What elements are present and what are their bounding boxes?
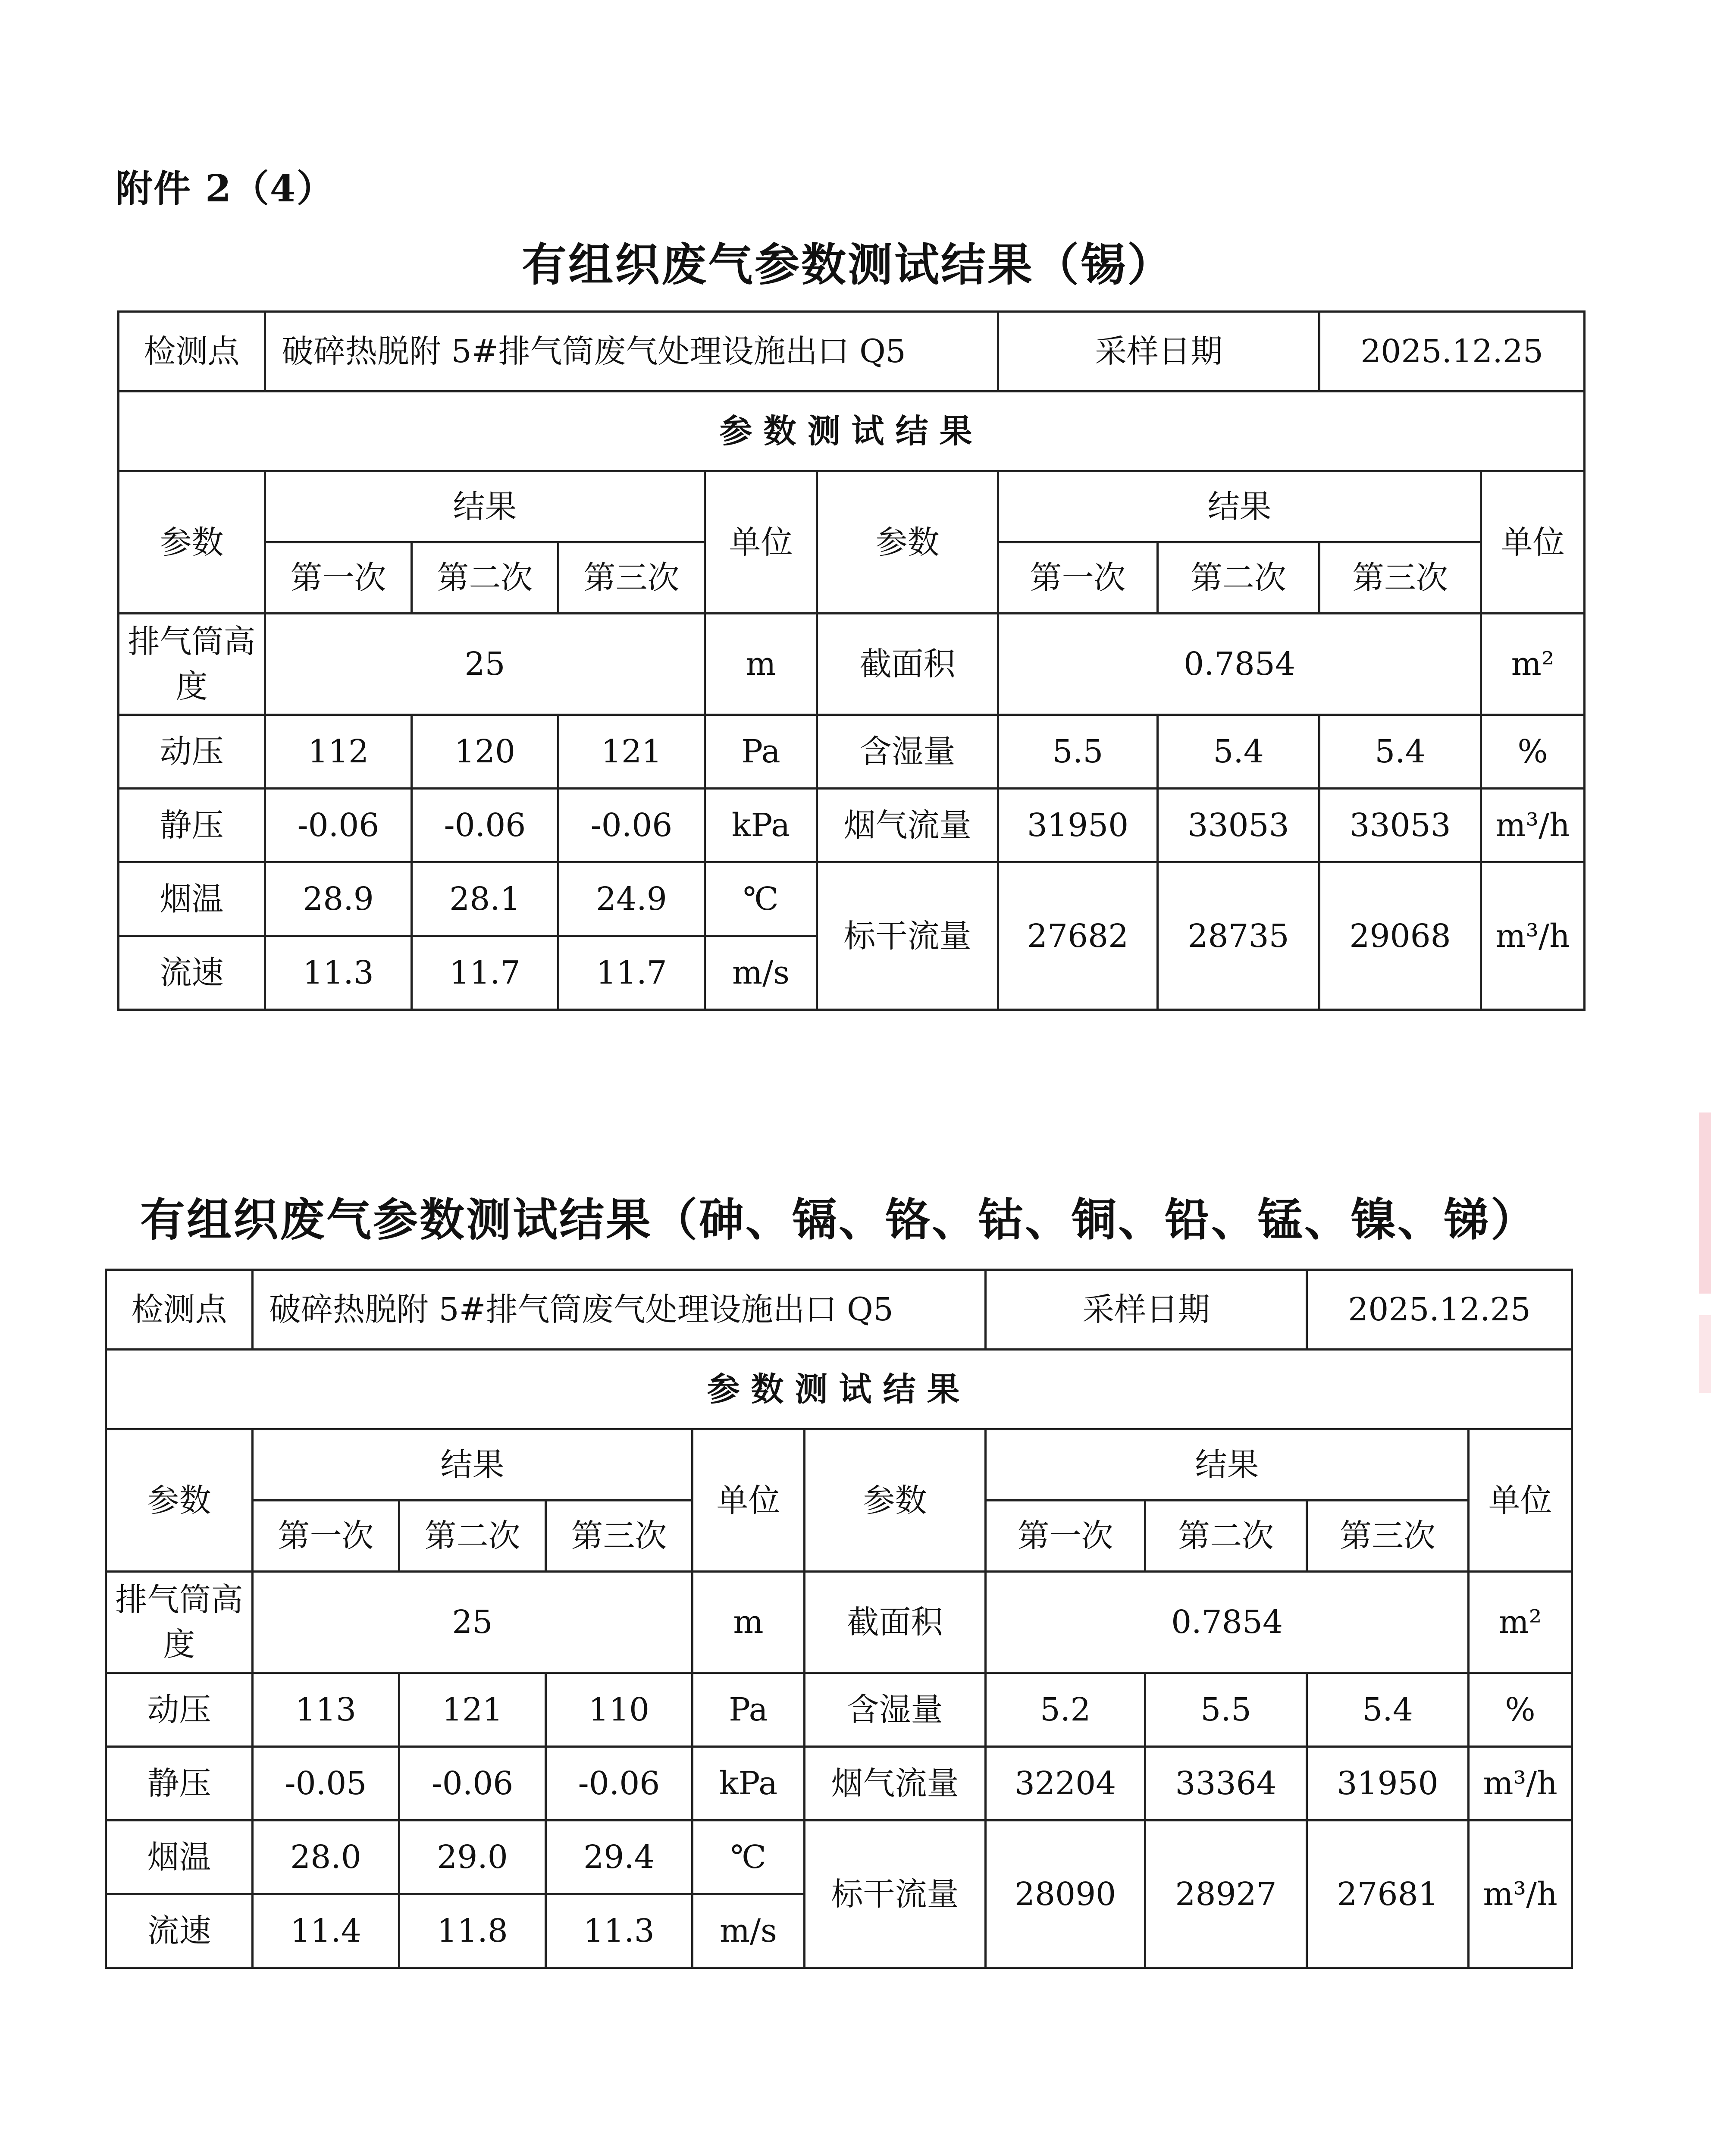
parameter-table-2 — [105, 1269, 1573, 1969]
result-header-right: 结果 — [986, 1429, 1469, 1501]
table-row — [119, 715, 1585, 789]
cell-value: 29068 — [1319, 862, 1481, 1010]
cell-value: 28.0 — [253, 1821, 399, 1894]
cell-value: 31950 — [1307, 1747, 1469, 1821]
section-area-label: 截面积 — [805, 1572, 986, 1673]
run-1-header: 第一次 — [253, 1501, 399, 1572]
cell-value: 11.7 — [558, 936, 705, 1010]
cell-value: 33053 — [1319, 789, 1481, 862]
cell-value: -0.06 — [265, 789, 412, 862]
row-label: 标干流量 — [817, 862, 998, 1010]
param-header-left: 参数 — [119, 471, 265, 614]
cell-value: 5.5 — [998, 715, 1158, 789]
row-label: 含湿量 — [805, 1673, 986, 1747]
cell-value: 24.9 — [558, 862, 705, 936]
cell-value: 110 — [546, 1673, 693, 1747]
row-label: 烟温 — [106, 1821, 253, 1894]
run-1-header: 第一次 — [265, 542, 412, 614]
sampling-date-label: 采样日期 — [998, 312, 1319, 392]
run-3-header: 第三次 — [1319, 542, 1481, 614]
location-label: 检测点 — [106, 1270, 253, 1350]
run-2-header: 第二次 — [399, 1501, 546, 1572]
run-3-header: 第三次 — [546, 1501, 693, 1572]
param-header-right: 参数 — [817, 471, 998, 614]
run-2-header: 第二次 — [412, 542, 558, 614]
cell-value: 5.5 — [1145, 1673, 1307, 1747]
cell-unit: m³/h — [1469, 1747, 1572, 1821]
cell-value: 113 — [253, 1673, 399, 1747]
param-header-left: 参数 — [106, 1429, 253, 1572]
unit-header-right: 单位 — [1481, 471, 1585, 614]
stack-height-unit: m — [705, 614, 817, 715]
run-3-header: 第三次 — [558, 542, 705, 614]
row-label: 动压 — [106, 1673, 253, 1747]
sampling-date-value: 2025.12.25 — [1319, 312, 1585, 392]
stack-height-label: 排气筒高度 — [106, 1572, 253, 1673]
cell-value: 120 — [412, 715, 558, 789]
sampling-date-value: 2025.12.25 — [1307, 1270, 1572, 1350]
cell-value: 11.3 — [546, 1894, 693, 1968]
param-header-right: 参数 — [805, 1429, 986, 1572]
sampling-date-label: 采样日期 — [986, 1270, 1307, 1350]
parameter-table-1 — [117, 310, 1586, 1011]
cell-value: 28090 — [986, 1821, 1145, 1968]
row-label: 流速 — [119, 936, 265, 1010]
location-value: 破碎热脱附 5#排气筒废气处理设施出口 Q5 — [253, 1270, 986, 1350]
annex-label: 附件 2（4） — [116, 167, 335, 210]
section-area-unit: m² — [1469, 1572, 1572, 1673]
cell-value: 5.4 — [1307, 1673, 1469, 1747]
cell-value: 28735 — [1158, 862, 1319, 1010]
cell-unit: % — [1469, 1673, 1572, 1747]
table-row — [119, 614, 1585, 715]
cell-value: 11.3 — [265, 936, 412, 1010]
section-area-label: 截面积 — [817, 614, 998, 715]
row-label: 流速 — [106, 1894, 253, 1968]
row-label: 静压 — [119, 789, 265, 862]
unit-header-right: 单位 — [1469, 1429, 1572, 1572]
cell-unit: m/s — [705, 936, 817, 1010]
cell-value: 11.4 — [253, 1894, 399, 1968]
cell-value: 27682 — [998, 862, 1158, 1010]
results-banner: 参数测试结果 — [119, 392, 1585, 471]
row-label: 含湿量 — [817, 715, 998, 789]
result-header-left: 结果 — [253, 1429, 693, 1501]
location-value: 破碎热脱附 5#排气筒废气处理设施出口 Q5 — [265, 312, 998, 392]
unit-header-left: 单位 — [693, 1429, 805, 1572]
cell-value: 33364 — [1145, 1747, 1307, 1821]
section-area-value: 0.7854 — [998, 614, 1481, 715]
row-label: 烟温 — [119, 862, 265, 936]
row-label: 烟气流量 — [817, 789, 998, 862]
cell-value: -0.06 — [558, 789, 705, 862]
cell-value: 28.9 — [265, 862, 412, 936]
cell-value: 11.7 — [412, 936, 558, 1010]
run-2-header: 第二次 — [1145, 1501, 1307, 1572]
cell-value: 5.4 — [1158, 715, 1319, 789]
cell-value: 28927 — [1145, 1821, 1307, 1968]
cell-unit: kPa — [705, 789, 817, 862]
stack-height-unit: m — [693, 1572, 805, 1673]
cell-value: 29.0 — [399, 1821, 546, 1894]
row-label: 静压 — [106, 1747, 253, 1821]
table-row — [119, 789, 1585, 862]
table-row — [119, 862, 1585, 936]
cell-unit: m³/h — [1481, 862, 1585, 1010]
row-label: 烟气流量 — [805, 1747, 986, 1821]
cell-unit: Pa — [693, 1673, 805, 1747]
seal-edge-mark — [1699, 1315, 1711, 1393]
header-row — [106, 1270, 1572, 1350]
run-3-header: 第三次 — [1307, 1501, 1469, 1572]
cell-unit: ℃ — [705, 862, 817, 936]
cell-value: 5.2 — [986, 1673, 1145, 1747]
result-header-right: 结果 — [998, 471, 1481, 542]
table-row — [106, 1673, 1572, 1747]
cell-unit: Pa — [705, 715, 817, 789]
stack-height-value: 25 — [253, 1572, 693, 1673]
table-row — [106, 1747, 1572, 1821]
cell-value: 11.8 — [399, 1894, 546, 1968]
cell-value: 33053 — [1158, 789, 1319, 862]
cell-value: 29.4 — [546, 1821, 693, 1894]
seal-edge-mark — [1699, 1112, 1711, 1294]
cell-value: 32204 — [986, 1747, 1145, 1821]
cell-unit: m³/h — [1469, 1821, 1572, 1968]
cell-value: 121 — [399, 1673, 546, 1747]
cell-value: -0.05 — [253, 1747, 399, 1821]
cell-value: 5.4 — [1319, 715, 1481, 789]
header-row — [119, 312, 1585, 392]
cell-value: 121 — [558, 715, 705, 789]
results-banner: 参数测试结果 — [106, 1350, 1572, 1429]
run-1-header: 第一次 — [998, 542, 1158, 614]
run-2-header: 第二次 — [1158, 542, 1319, 614]
cell-unit: ℃ — [693, 1821, 805, 1894]
cell-value: 28.1 — [412, 862, 558, 936]
result-header-left: 结果 — [265, 471, 705, 542]
cell-unit: m³/h — [1481, 789, 1585, 862]
table-row — [106, 1572, 1572, 1673]
row-label: 动压 — [119, 715, 265, 789]
cell-value: 31950 — [998, 789, 1158, 862]
section-area-unit: m² — [1481, 614, 1585, 715]
section-area-value: 0.7854 — [986, 1572, 1469, 1673]
cell-unit: kPa — [693, 1747, 805, 1821]
table-row — [106, 1821, 1572, 1894]
row-label: 标干流量 — [805, 1821, 986, 1968]
stack-height-value: 25 — [265, 614, 705, 715]
table-2-title: 有组织废气参数测试结果（砷、镉、铬、钴、铜、铅、锰、镍、锑） — [140, 1193, 1538, 1246]
cell-value: 112 — [265, 715, 412, 789]
table-1-title: 有组织废气参数测试结果（锡） — [522, 238, 1174, 291]
cell-value: 27681 — [1307, 1821, 1469, 1968]
cell-unit: % — [1481, 715, 1585, 789]
cell-value: -0.06 — [399, 1747, 546, 1821]
cell-unit: m/s — [693, 1894, 805, 1968]
cell-value: -0.06 — [546, 1747, 693, 1821]
cell-value: -0.06 — [412, 789, 558, 862]
stack-height-label: 排气筒高度 — [119, 614, 265, 715]
location-label: 检测点 — [119, 312, 265, 392]
run-1-header: 第一次 — [986, 1501, 1145, 1572]
unit-header-left: 单位 — [705, 471, 817, 614]
